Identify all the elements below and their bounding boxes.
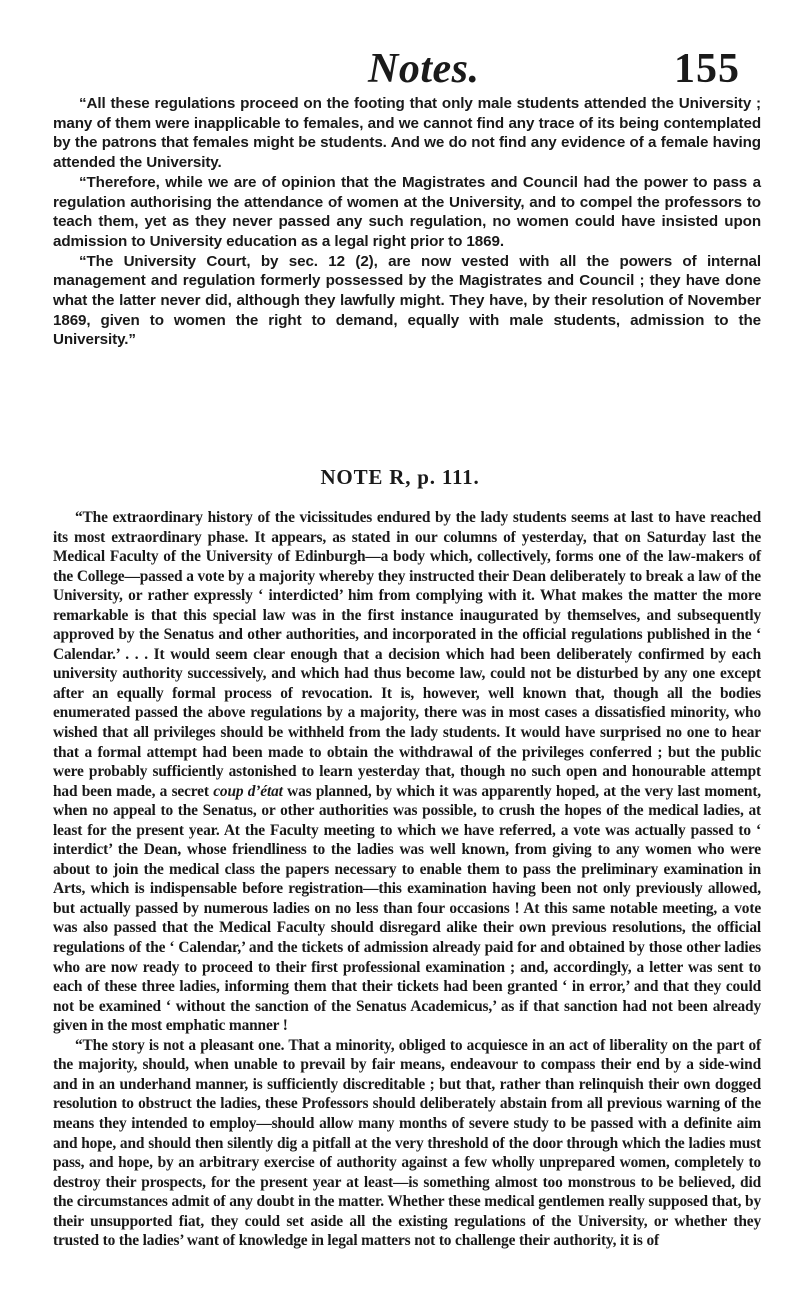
page-number: 155 xyxy=(674,46,740,92)
paragraph-text: was planned, by which it was apparently hoped, at the very last moment, when no appeal to the Senatus, or other authorities was possible, to crush the hopes of the medical ladies, at least for the present year. At the Faculty meeting to which we have referred, a vote was actually passed to ‘ interdict’ the Dean, whose friendliness to the ladies was well known, from giving to any women who were about to join the medical class the papers necessary to enable them to pass the preliminary examination in Arts, which is indispensable before registration—this examination having been not only previously allowed, but actually passed by numerous ladies on no less than four occasions ! At this same notable meeting, a vote was also passed that the Medical Faculty should disregard alike their own previous resolutions, the official regulations of the ‘ Calendar,’ and the tickets of admission already paid for and obtained by those other ladies who are now ready to proceed to their first professional examination ; and, accordingly, a letter was sent to each of these three ladies, informing them that their tickets had been granted ‘ in error,’ and that they could not be examined ‘ without the sanction of the Senatus Academicus,’ as if that sanction had not been already given in the most emphatic manner ! xyxy=(53,782,761,1035)
note-body xyxy=(53,508,761,1251)
paragraph: “Therefore, while we are of opinion that the Magistrates and Council had the power to pass a regulation authorising the attendance of women at the University, and to compel the professors to teach them, yet as they never passed any such regulation, no women could have insisted upon admission to University education as a legal right prior to 1869. xyxy=(53,173,761,250)
running-head xyxy=(0,44,800,94)
quoted-judgment-block xyxy=(53,94,761,350)
paragraph: “The story is not a pleasant one. That a minority, obliged to acquiesce in an act of liberality on the part of the majority, should, when unable to prevail by fair means, endeavour to compass their end by a side-wind and in an underhand manner, is sufficiently discreditable ; but that, rather than relinquish their own dogged resolution to obstruct the ladies, these Professors should deliberately abstain from all previous warning of the means they intended to employ—should allow many months of severe study to be passed with a definite aim and hope, and should then silently dig a pitfall at the very threshold of the door through which the ladies must pass, and hope, by an arbitrary exercise of authority against a few wholly unprepared women, completely to destroy their prospects, for the present year at least—is something almost too monstrous to be believed, did the circumstances admit of any doubt in the matter. Whether these medical gentlemen really supposed that, by their unsupported fiat, they could set aside all the existing regulations of the University, or whether they trusted to the ladies’ want of knowledge in legal matters not to challenge their authority, it is of xyxy=(53,1036,761,1250)
running-title: Notes. xyxy=(368,46,480,92)
paragraph: “All these regulations proceed on the footing that only male students attended the University ; many of them were inapplicable to females, and we cannot find any trace of its being contemplated by the patrons that females might be students. And we do not find any evidence of a female having attended the University. xyxy=(53,95,761,172)
italic-phrase: coup d’état xyxy=(213,782,283,800)
paragraph-text: “The extraordinary history of the vicissitudes endured by the lady students seems at last to have reached its most extraordinary phase. It appears, as stated in our columns of yesterday, that on Saturday last the Medical Faculty of the University of Edinburgh—a body which, collectively, forms one of the law-makers of the College—passed a vote by a majority whereby they instructed their Dean deliberately to break a law of the University, or rather expressly ‘ interdicted’ him from complying with it. What makes the matter the more remarkable is that this special law was in the first instance inaugurated by themselves, and subsequently approved by the Senatus and other authorities, and incorporated in the official regulations published in the ‘ Calendar.’ . . . It would seem clear enough that a decision which had been deliberately confirmed by each university authority successively, and which had thus become law, could not be disturbed by any one except after an equally formal process of revocation. It is, however, well known that, though all the bodies enumerated passed the above regulations by a majority, there was in most cases a dissatisfied minority, who wished that all privileges should be withheld from the lady students. It would have surprised no one to hear that a formal attempt had been made to obtain the withdrawal of the privileges conferred ; but the public were probably sufficiently astonished to learn yesterday that, though no such open and honourable attempt had been made, a secret xyxy=(53,509,761,800)
paragraph: “The University Court, by sec. 12 (2), are now vested with all the powers of internal management and regulation formerly possessed by the Magistrates and Council ; they have done what the latter never did, although they lawfully might. They have, by their resolution of November 1869, given to women the right to demand, equally with male students, admission to the University.” xyxy=(53,252,761,349)
note-heading: NOTE R, p. 111. xyxy=(320,465,480,489)
paragraph xyxy=(53,508,761,1036)
